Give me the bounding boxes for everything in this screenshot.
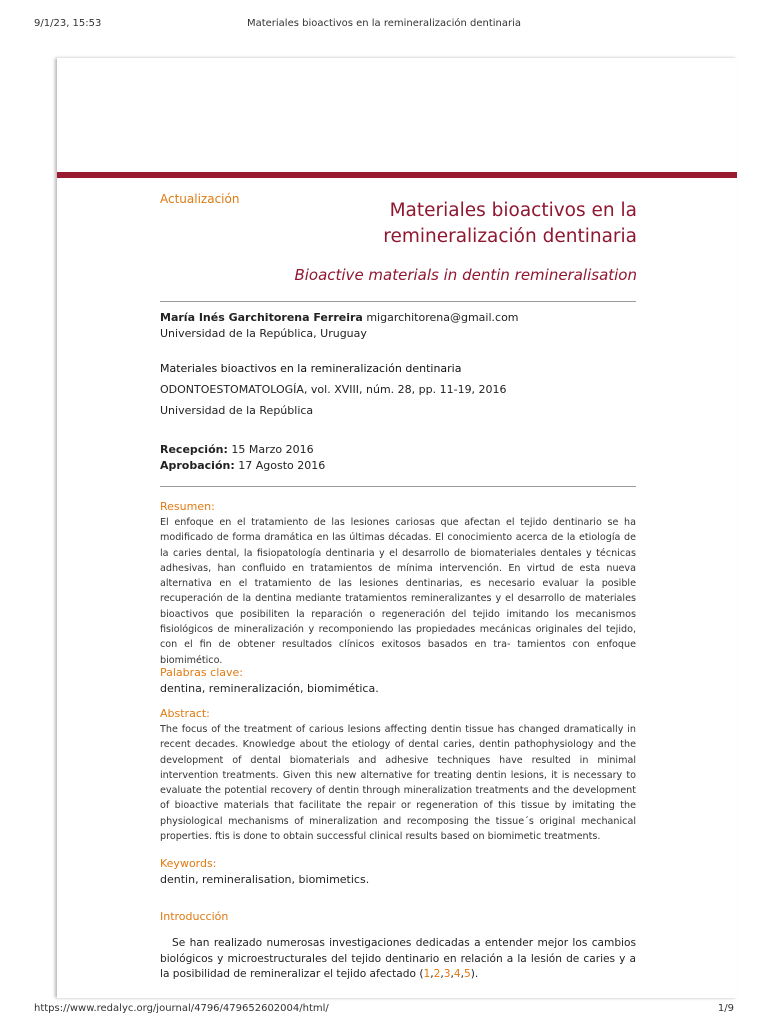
reference-link[interactable]: 2	[433, 968, 441, 980]
article-title-en: Bioactive materials in dentin remineralisation	[294, 266, 637, 284]
source-journal: ODONTOESTOMATOLOGÍA, vol. XVIII, núm. 28, pp. 11-19, 2016	[160, 383, 507, 396]
palabras-clave-section	[160, 665, 636, 697]
print-doc-title: Materiales bioactivos en la remineralización dentinaria	[246, 18, 522, 29]
divider	[160, 301, 636, 302]
intro-section	[160, 909, 636, 983]
received-label: Recepción:	[160, 443, 228, 456]
dates-block	[160, 442, 636, 474]
source-publisher: Universidad de la República	[160, 404, 314, 417]
approved-date: 17 Agosto 2016	[238, 459, 326, 472]
resumen-section	[160, 499, 636, 668]
palabras-clave-heading: Palabras clave:	[160, 666, 243, 679]
header-band	[57, 172, 737, 178]
resumen-text: El enfoque en el tratamiento de las lesiones cariosas que afectan el tejido dentinario se ha modificado de forma dramática en las últimas décadas. El conocimiento acerca de la etiología de la caries dental, la fisiopatología dentinaria y el desarrollo de biomateriales dentales y técnicas adhesivas, han confluido en tratamientos de mínima intervención. En virtud de esta nueva alternativa en el tratamiento de las lesiones dentinarias, es necesario evaluar la posible recuperación de la dentina mediante tratamientos remineralizantes y el desarrollo de materiales bioactivos que posibiliten la reparación o regeneración del tejido imitando los mecanismos fisiológicos de mineralización y recomponiendo las propiedades mecánicas originales del tejido, con el fin de obtener resultados clínicos exitosos basados en tra- tamientos con enfoque biomimético.	[160, 517, 636, 666]
intro-text-end: ).	[470, 968, 479, 980]
reference-link[interactable]: 5	[463, 968, 471, 980]
approved-label: Aprobación:	[160, 459, 235, 472]
source-block	[160, 361, 636, 419]
reference-link[interactable]: 3	[443, 968, 451, 980]
author-block	[160, 310, 636, 342]
intro-heading: Introducción	[160, 910, 229, 923]
author-affiliation: Universidad de la República, Uruguay	[160, 327, 367, 340]
resumen-heading: Resumen:	[160, 500, 215, 513]
divider	[160, 486, 636, 487]
page-number: 1/9	[717, 1003, 734, 1014]
received-date: 15 Marzo 2016	[231, 443, 314, 456]
author-name: María Inés Garchitorena Ferreira	[160, 311, 363, 324]
keywords-heading: Keywords:	[160, 857, 217, 870]
keywords-text: dentin, remineralisation, biomimetics.	[160, 873, 370, 886]
source-title: Materiales bioactivos en la remineralización dentinaria	[160, 362, 462, 375]
page-url: https://www.redalyc.org/journal/4796/479652602004/html/	[34, 1003, 329, 1014]
abstract-heading: Abstract:	[160, 707, 210, 720]
intro-paragraph: Se han realizado numerosas investigaciones dedicadas a entender mejor los cambios biológicos y microestructurales del tejido dentinario en relación a la lesión de caries y a la posibilidad de remineralizar el tejido afectado (1,2,3,4,5).	[160, 937, 636, 980]
author-email[interactable]: migarchitorena@gmail.com	[366, 311, 519, 324]
keywords-section	[160, 856, 636, 888]
abstract-section	[160, 706, 636, 844]
palabras-clave-text: dentina, remineralización, biomimética.	[160, 682, 379, 695]
intro-text: Se han realizado numerosas investigaciones dedicadas a entender mejor los cambios biológicos y microestructurales del tejido dentinario en relación a la lesión de caries y a la posibilidad de remineralizar el tejido afectado (	[160, 937, 636, 980]
section-label: Actualización	[160, 192, 240, 206]
article-title: Materiales bioactivos en la remineralización dentinaria	[383, 200, 637, 247]
print-datetime: 9/1/23, 15:53	[34, 18, 102, 29]
abstract-text: The focus of the treatment of carious lesions affecting dentin tissue has changed dramatically in recent decades. Knowledge about the etiology of dental caries, dentin pathophysiology and the development of dental biomaterials and adhesive techniques have resulted in minimal intervention treatments. Given this new alternative for treating dentin lesions, it is necessary to evaluate the potential recovery of dentin through mineralization treatments and the development of bioactive materials that facilitate the repair or regeneration of this tissue by imitating the physiological mechanisms of mineralization and recomposing the tissue´s original mechanical properties. ftis is done to obtain successful clinical results based on biomimetic treatments.	[160, 724, 636, 843]
reference-link[interactable]: 4	[453, 968, 461, 980]
reference-link[interactable]: 1	[423, 968, 431, 980]
